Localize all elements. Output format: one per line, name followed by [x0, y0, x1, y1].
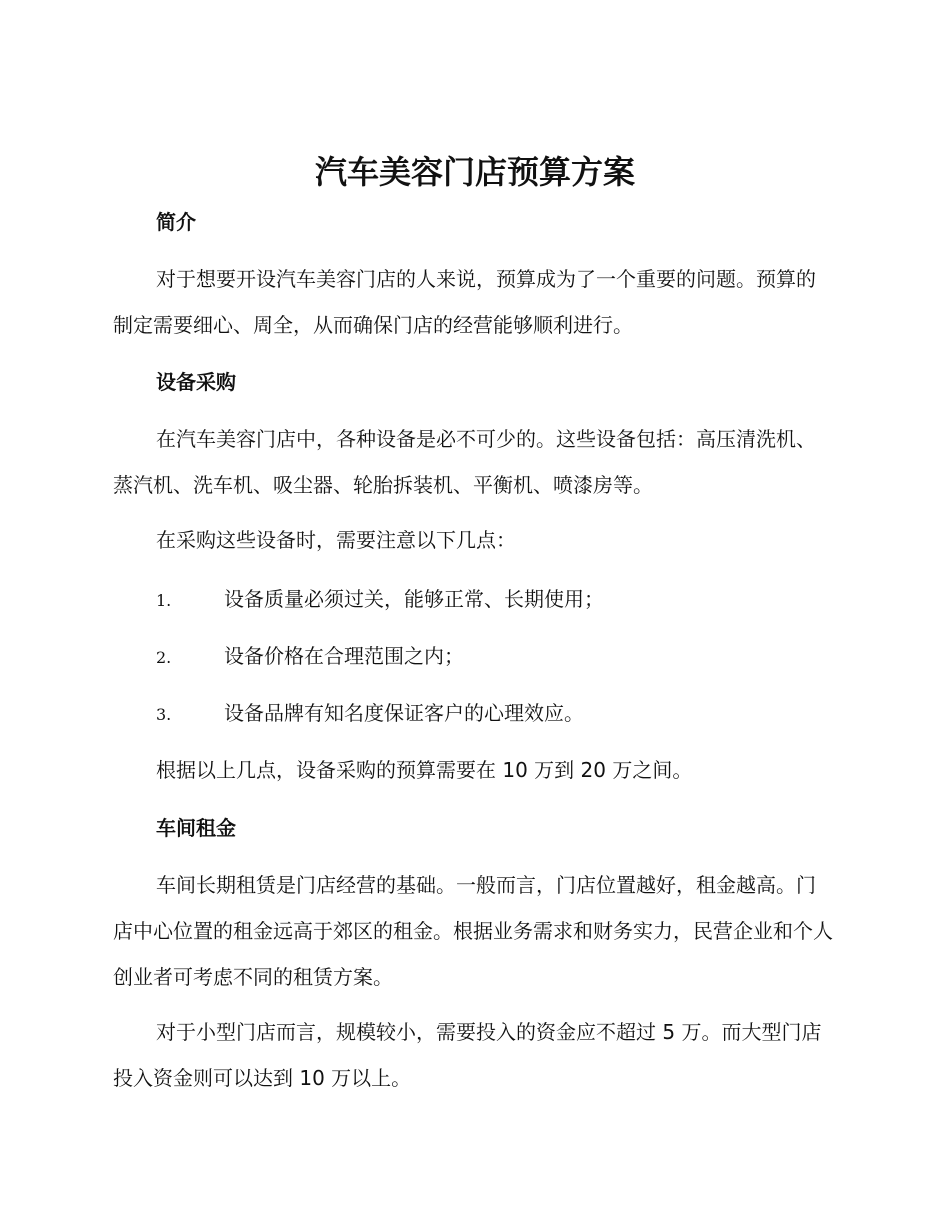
list-number: 3.: [156, 705, 172, 724]
section-heading-equipment: 设备采购: [156, 370, 236, 394]
section-heading-rent: 车间租金: [156, 816, 236, 840]
rent-budget-paragraph: 对于小型门店而言，规模较小，需要投入的资金应不超过 5 万。而大型门店投入资金则可以达到 10 万以上。: [113, 1020, 822, 1090]
rent-paragraph: 车间长期租赁是门店经营的基础。一般而言，门店位置越好，租金越高。门店中心位置的租金远高于郊区的租金。根据业务需求和财务实力，民营企业和个人创业者可考虑不同的租赁方案。: [113, 873, 833, 989]
intro-paragraph: 对于想要开设汽车美容门店的人来说，预算成为了一个重要的问题。预算的制定需要细心、周全，从而确保门店的经营能够顺利进行。: [113, 267, 816, 337]
equipment-paragraph: 在汽车美容门店中，各种设备是必不可少的。这些设备包括：高压清洗机、蒸汽机、洗车机、吸尘器、轮胎拆装机、平衡机、喷漆房等。: [113, 427, 816, 497]
list-number: 2.: [156, 648, 172, 667]
document-title: 汽车美容门店预算方案: [314, 153, 635, 191]
list-item: [156, 698, 584, 730]
list-text: 设备质量必须过关，能够正常、长期使用；: [224, 587, 604, 611]
equipment-conclusion: 根据以上几点，设备采购的预算需要在 10 万到 20 万之间。: [156, 758, 693, 782]
list-text: 设备品牌有知名度保证客户的心理效应。: [224, 701, 584, 725]
list-item: [156, 584, 604, 616]
equipment-notes-intro: 在采购这些设备时，需要注意以下几点：: [156, 528, 516, 552]
list-number: 1.: [156, 591, 172, 610]
list-text: 设备价格在合理范围之内；: [224, 644, 464, 668]
section-heading-intro: 简介: [156, 210, 196, 234]
list-item: [156, 641, 464, 673]
